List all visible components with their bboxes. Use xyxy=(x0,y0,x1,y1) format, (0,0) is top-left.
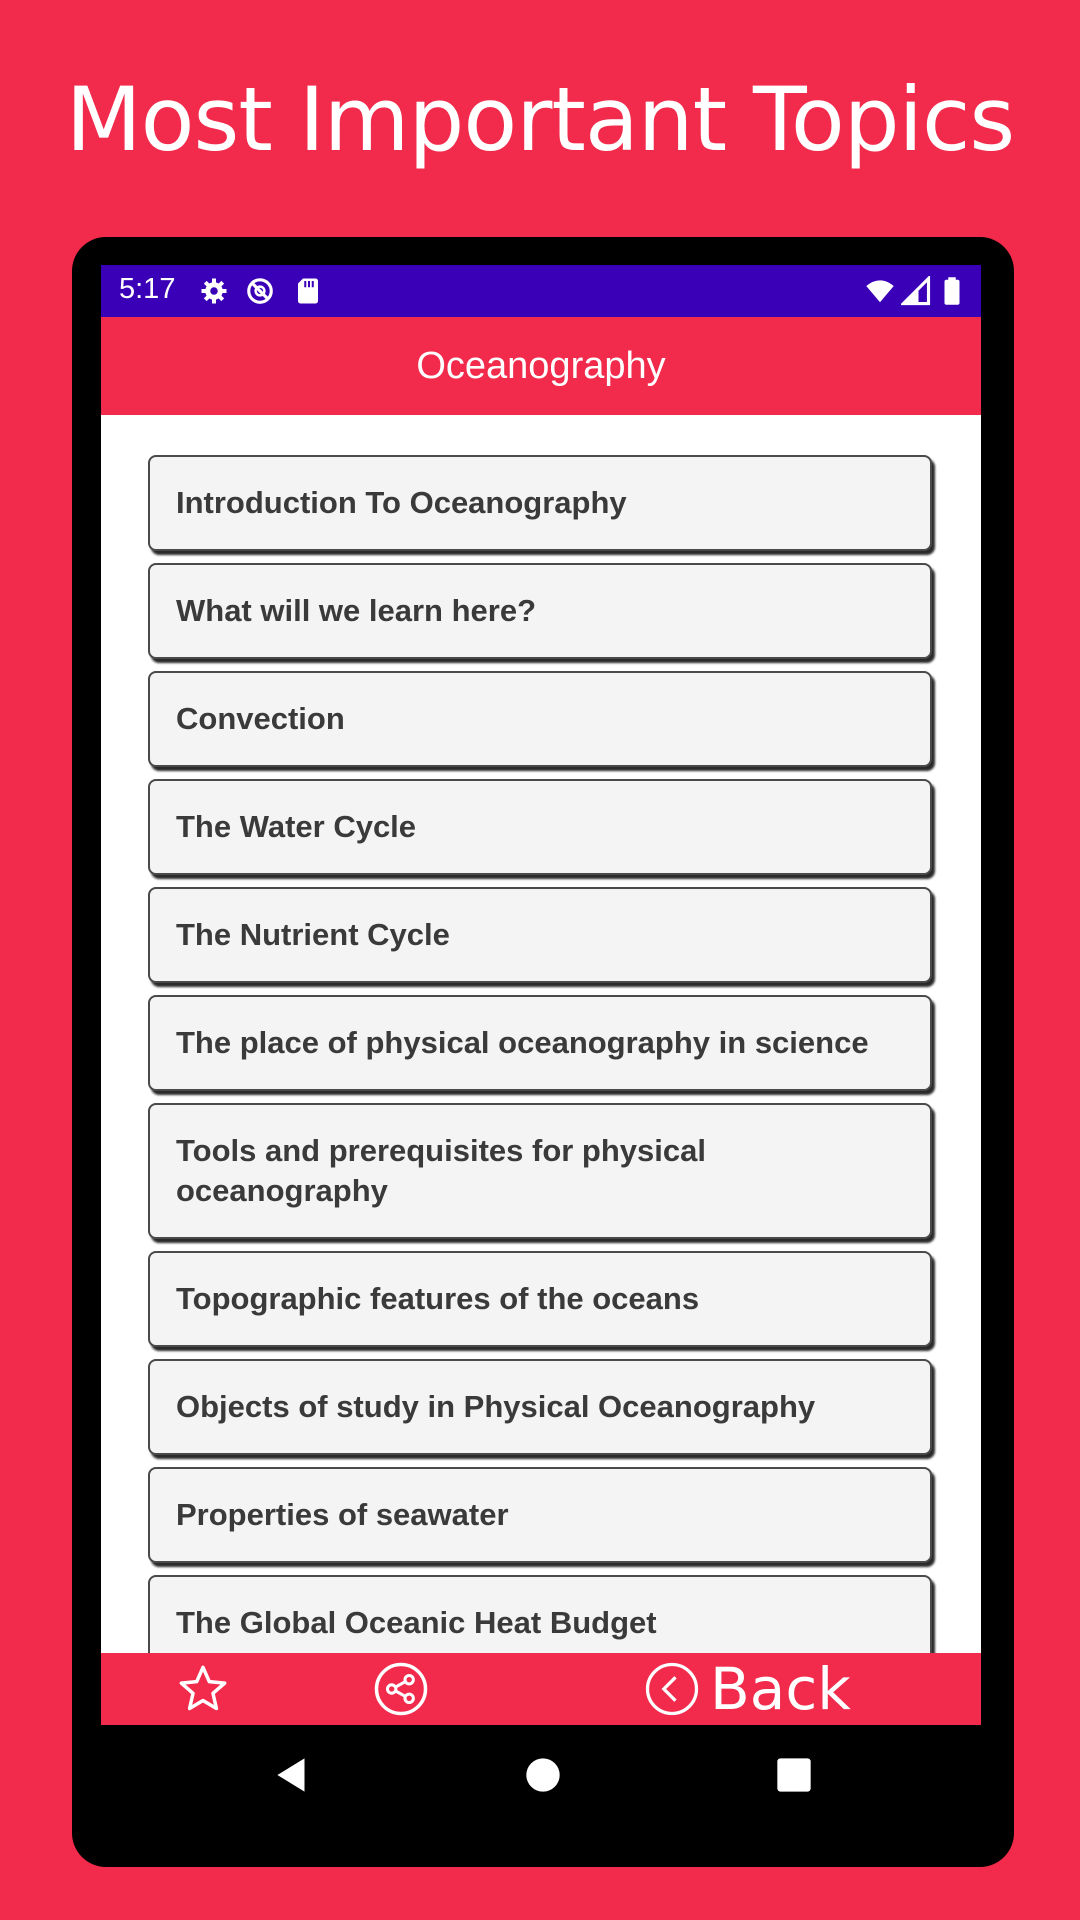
topic-button[interactable]: Properties of seawater xyxy=(148,1467,932,1563)
wifi-icon xyxy=(865,276,895,306)
topic-button[interactable]: Introduction To Oceanography xyxy=(148,455,932,551)
status-bar xyxy=(101,265,981,317)
topic-list xyxy=(148,455,934,1683)
app-title: Oceanography xyxy=(416,344,666,387)
app-bar xyxy=(101,317,981,415)
topic-button[interactable]: What will we learn here? xyxy=(148,563,932,659)
gear-icon xyxy=(199,276,229,306)
topic-button[interactable]: The Global Oceanic Heat Budget xyxy=(148,1575,932,1671)
star-icon[interactable] xyxy=(177,1663,229,1715)
back-button[interactable] xyxy=(644,1657,851,1721)
back-arrow-icon xyxy=(644,1661,700,1717)
app-screen xyxy=(101,265,981,1725)
system-nav-bar xyxy=(72,1725,1014,1825)
share-icon[interactable] xyxy=(373,1661,429,1717)
topic-button[interactable]: Topographic features of the oceans xyxy=(148,1251,932,1347)
topic-button[interactable]: The Nutrient Cycle xyxy=(148,887,932,983)
nav-recents-icon[interactable] xyxy=(769,1750,819,1800)
battery-icon xyxy=(937,276,967,306)
cell-signal-icon xyxy=(901,276,931,306)
topic-button[interactable]: The place of physical oceanography in science xyxy=(148,995,932,1091)
status-time: 5:17 xyxy=(119,273,176,305)
nav-home-icon[interactable] xyxy=(518,1750,568,1800)
sd-card-icon xyxy=(293,276,323,306)
topic-button[interactable]: Tools and prerequisites for physical oceanography xyxy=(148,1103,932,1239)
topic-button[interactable]: Convection xyxy=(148,671,932,767)
nav-back-icon[interactable] xyxy=(267,1750,317,1800)
promo-title: Most Important Topics xyxy=(65,68,1015,171)
no-location-icon xyxy=(245,276,275,306)
topic-button[interactable]: The Water Cycle xyxy=(148,779,932,875)
back-label: Back xyxy=(710,1655,851,1723)
device-frame xyxy=(72,237,1014,1867)
bottom-bar xyxy=(101,1653,981,1725)
topic-button[interactable]: Objects of study in Physical Oceanography xyxy=(148,1359,932,1455)
